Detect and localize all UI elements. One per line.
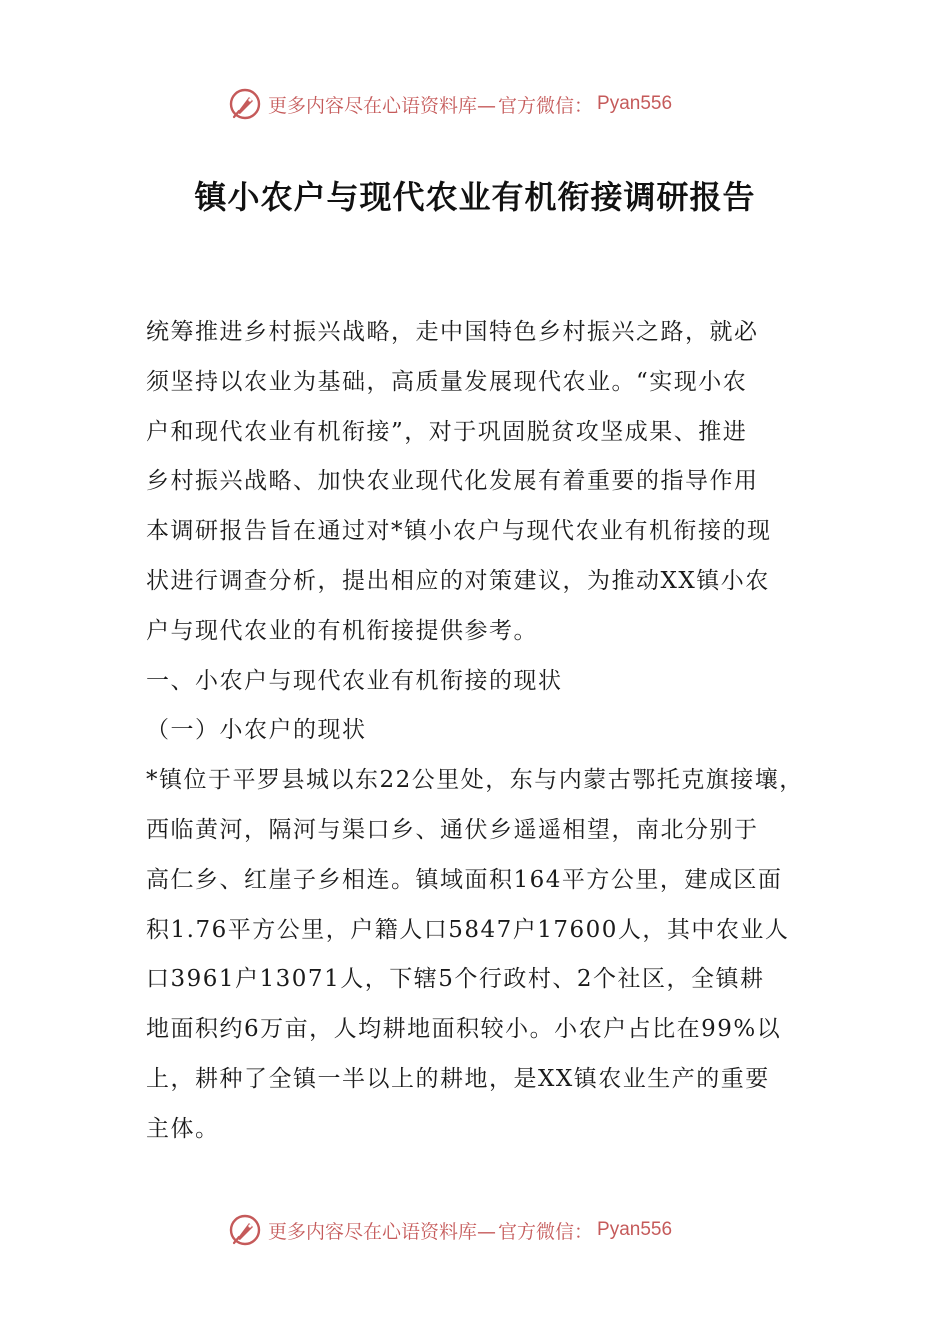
- text-line: 积1.76平方公里，户籍人口5847户17600人，其中农业人: [146, 916, 790, 943]
- text-line: 户和现代农业有机衔接”，对于巩固脱贫攻坚成果、推进: [146, 418, 748, 445]
- wechat-id: Pyan556: [597, 93, 673, 114]
- text-line: 口3961户13071人，下辖5个行政村、2个社区，全镇耕: [146, 966, 765, 993]
- text-line: *镇位于平罗县城以东22公里处，东与内蒙古鄂托克旗接壤，: [146, 767, 804, 794]
- document-title: 镇小农户与现代农业有机衔接调研报告: [194, 178, 756, 216]
- text-line: 户与现代农业的有机衔接提供参考。: [146, 617, 538, 644]
- footer-watermark: [228, 1210, 672, 1250]
- text-line: 西临黄河，隔河与渠口乡、通伏乡遥遥相望，南北分别于: [146, 816, 759, 843]
- text-line: 上，耕种了全镇一半以上的耕地，是XX镇农业生产的重要: [146, 1065, 770, 1092]
- text-line: 高仁乡、红崖子乡相连。镇域面积164平方公里，建成区面: [146, 866, 783, 893]
- text-line: 本调研报告旨在通过对*镇小农户与现代农业有机衔接的现: [146, 518, 772, 545]
- document-body: [146, 308, 836, 1155]
- subsection-heading: （一）小农户的现状: [146, 717, 367, 744]
- wechat-label: 官方微信：: [498, 1220, 594, 1243]
- pen-nib-circle-icon: [228, 1213, 262, 1247]
- pen-nib-circle-icon: [228, 87, 262, 121]
- text-line: 地面积约6万亩，人均耕地面积较小。小农户占比在99%以: [146, 1016, 782, 1043]
- watermark-text: 更多内容尽在心语资料库—: [268, 1220, 497, 1243]
- text-line: 须坚持以农业为基础，高质量发展现代农业。“实现小农: [146, 368, 748, 395]
- watermark-text: 更多内容尽在心语资料库—: [268, 94, 497, 117]
- wechat-id: Pyan556: [597, 1219, 673, 1240]
- text-line: 状进行调查分析，提出相应的对策建议，为推动XX镇小农: [146, 567, 770, 594]
- section-heading: 一、小农户与现代农业有机衔接的现状: [146, 667, 563, 694]
- header-watermark: [228, 84, 672, 124]
- text-line: 主体。: [146, 1115, 220, 1142]
- text-line: 乡村振兴战略、加快农业现代化发展有着重要的指导作用: [146, 468, 759, 495]
- text-line: 统筹推进乡村振兴战略，走中国特色乡村振兴之路，就必: [146, 319, 759, 345]
- wechat-label: 官方微信：: [498, 94, 594, 117]
